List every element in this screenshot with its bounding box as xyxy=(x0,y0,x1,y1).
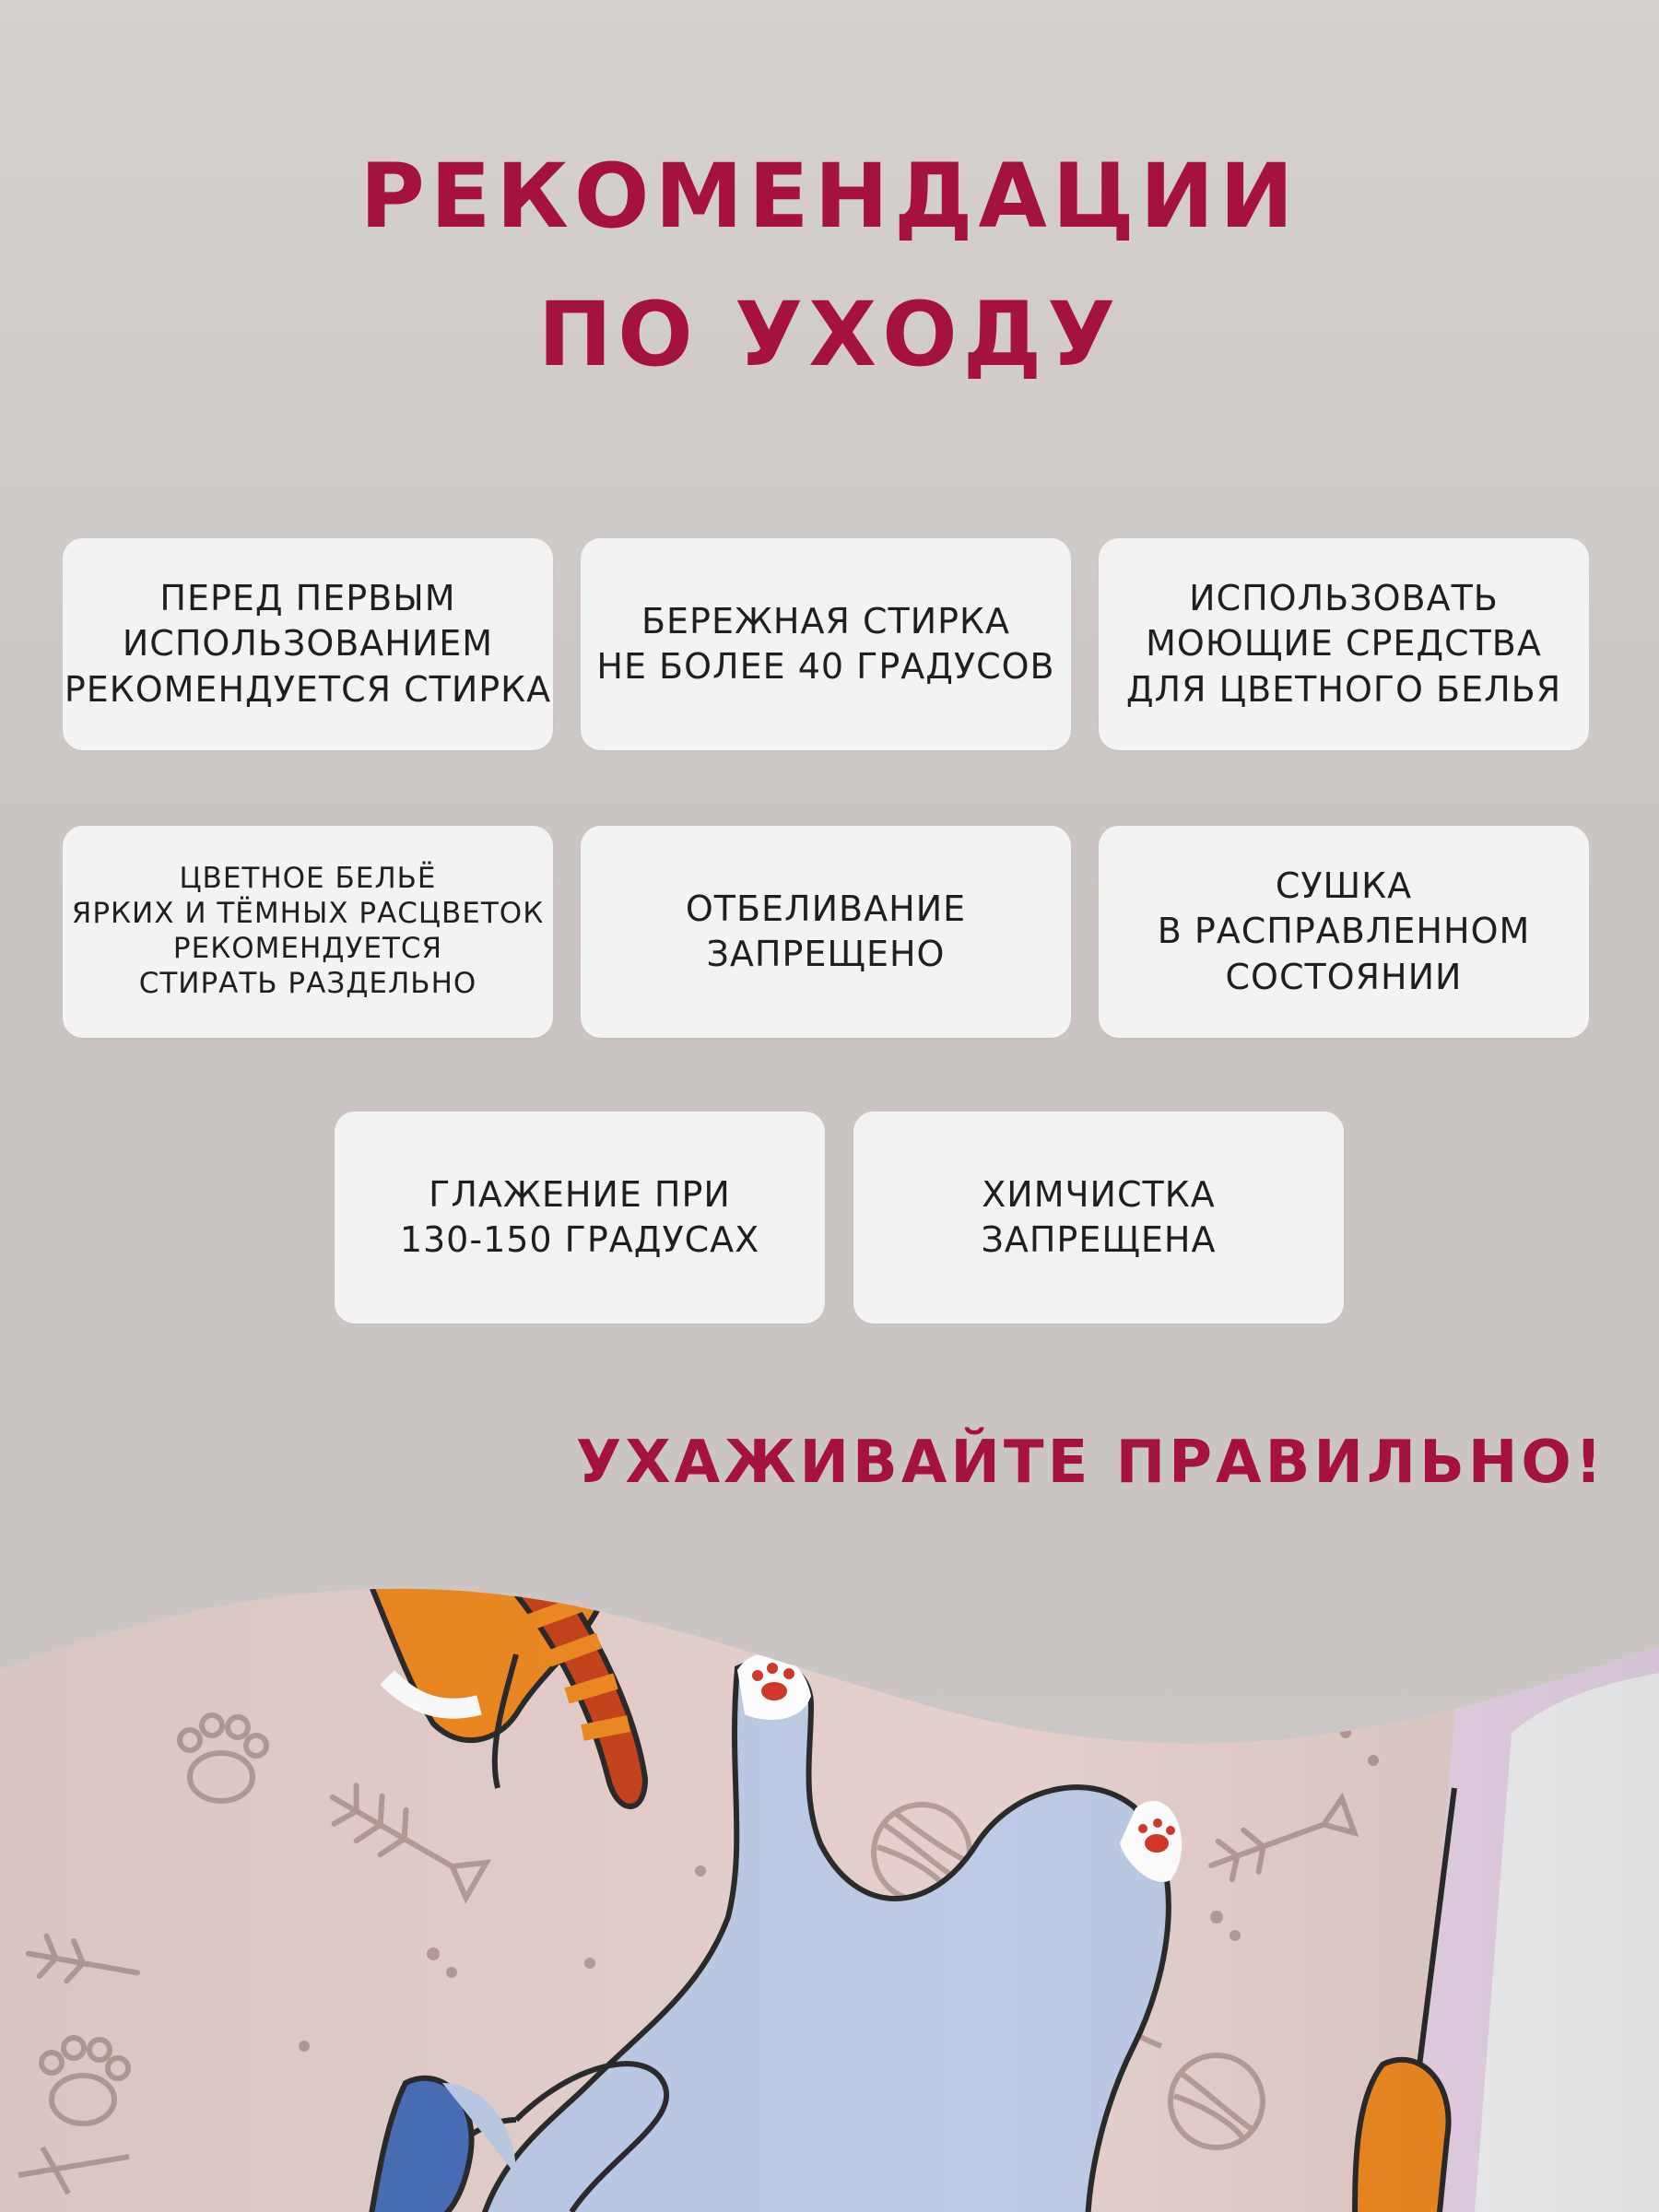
fabric-cat-print-image xyxy=(0,1567,1659,2212)
care-card-text: ИСПОЛЬЗОВАТЬ МОЮЩИЕ СРЕДСТВА ДЛЯ ЦВЕТНОГО БЕЛЬЯ xyxy=(1125,577,1562,710)
care-card-text: СУШКА В РАСПРАВЛЕННОМ СОСТОЯНИИ xyxy=(1157,865,1531,997)
care-card-text: БЕРЕЖНАЯ СТИРКА НЕ БОЛЕЕ 40 ГРАДУСОВ xyxy=(596,600,1055,687)
care-card-text: ОТБЕЛИВАНИЕ ЗАПРЕЩЕНО xyxy=(685,888,967,974)
care-card-text: ГЛАЖЕНИЕ ПРИ 130-150 ГРАДУСАХ xyxy=(399,1173,760,1260)
care-card-text: ПЕРЕД ПЕРВЫМ ИСПОЛЬЗОВАНИЕМ РЕКОМЕНДУЕТСЯ СТИРКА xyxy=(64,577,552,710)
care-card-no-bleach xyxy=(581,826,1071,1038)
care-card-separate-wash xyxy=(63,826,553,1038)
slogan: УХАЖИВАЙТЕ ПРАВИЛЬНО! xyxy=(575,1429,1606,1497)
care-card-text: ХИМЧИСТКА ЗАПРЕЩЕНА xyxy=(981,1173,1217,1260)
care-card-ironing xyxy=(335,1112,825,1324)
page-title-line-1: РЕКОМЕНДАЦИИ xyxy=(359,145,1300,248)
care-card-gentle-wash xyxy=(581,538,1071,750)
care-card-text: ЦВЕТНОЕ БЕЛЬЁ ЯРКИХ И ТЁМНЫХ РАСЦВЕТОК РЕКОМЕНДУЕТСЯ СТИРАТЬ РАЗДЕЛЬНО xyxy=(71,862,545,1000)
care-card-no-dry-cleaning xyxy=(853,1112,1344,1324)
care-card-detergent xyxy=(1099,538,1589,750)
care-card-first-wash xyxy=(63,538,553,750)
page-title-line-2: ПО УХОДУ xyxy=(537,283,1122,386)
care-card-drying xyxy=(1099,826,1589,1038)
